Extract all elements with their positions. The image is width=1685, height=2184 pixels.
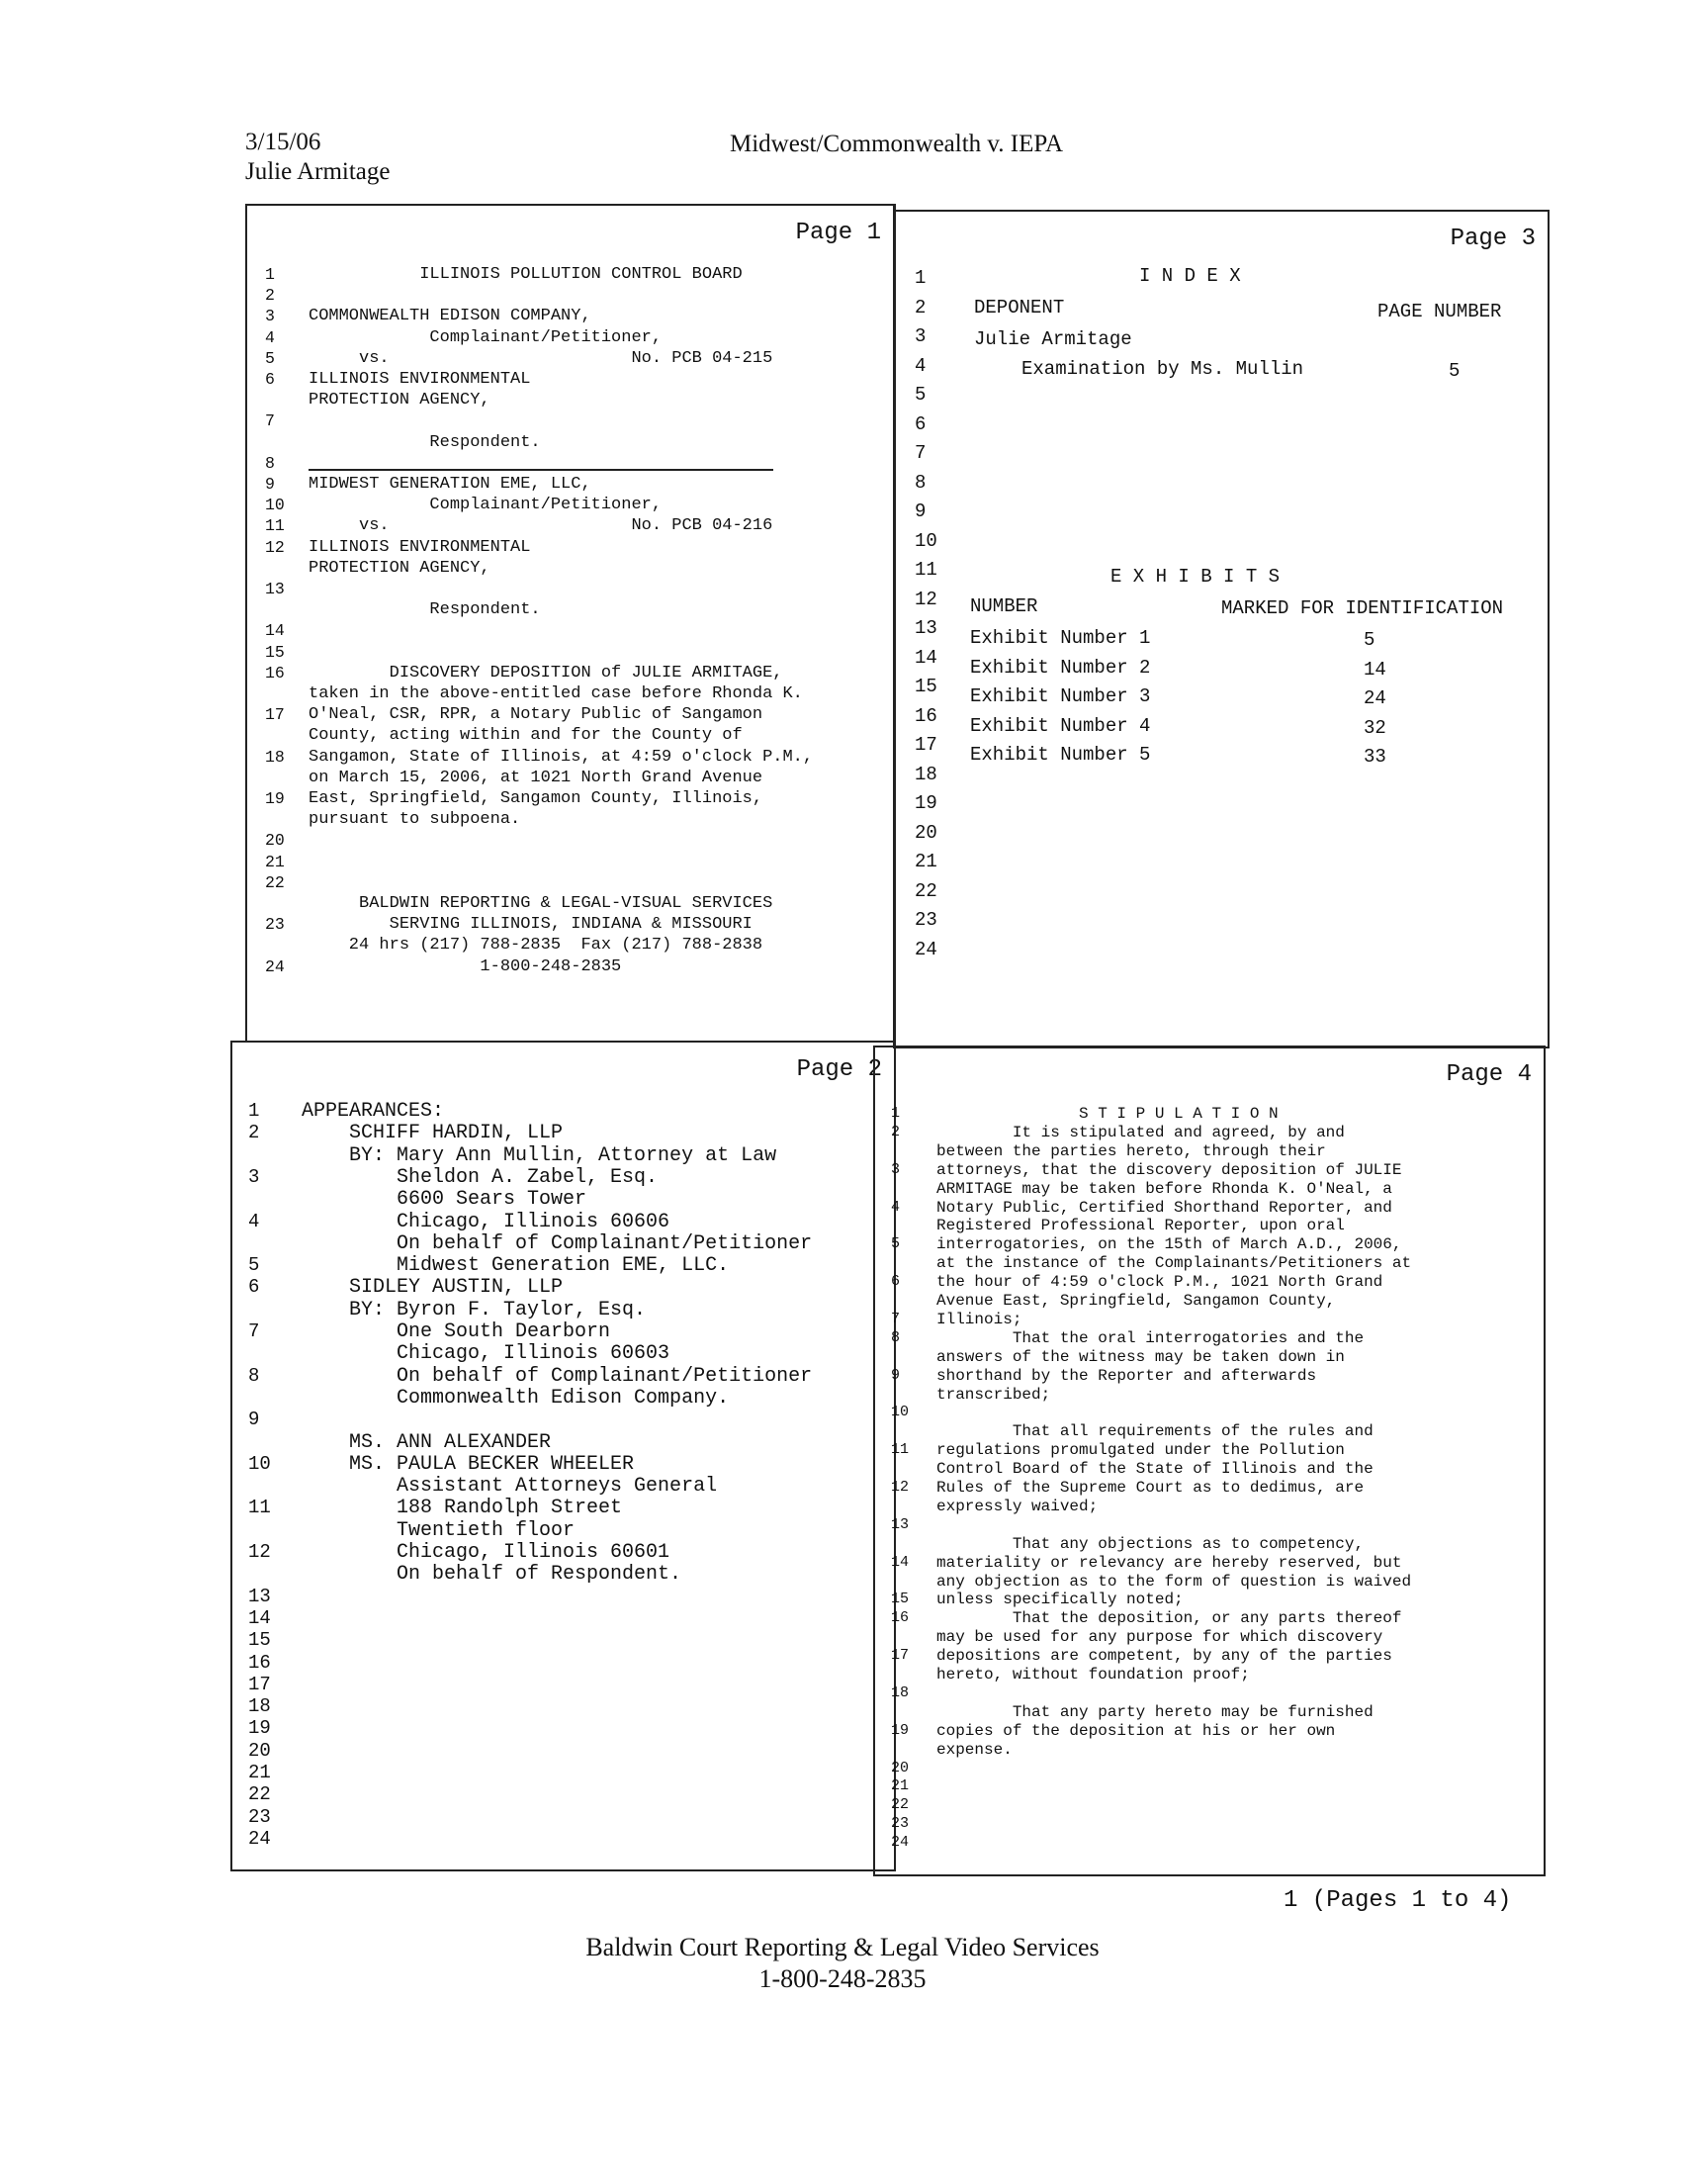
line-number: 4	[265, 327, 275, 347]
exhibit-label: Exhibit Number 1	[970, 627, 1151, 649]
transcript-line: Sheldon A. Zabel, Esq.	[302, 1165, 659, 1189]
transcript-line: East, Springfield, Sangamon County, Illinois,	[309, 789, 763, 808]
exhibit-page: 32	[1364, 716, 1386, 739]
transcript-line: hereto, without foundation proof;	[936, 1666, 1250, 1684]
line-number: 17	[265, 705, 285, 725]
line-number: 19	[248, 1717, 271, 1740]
line-number: 2	[891, 1123, 901, 1140]
transcript-line: APPEARANCES:	[302, 1100, 445, 1123]
exhibit-page: 14	[1364, 658, 1386, 681]
transcript-line: That the deposition, or any parts thereof	[936, 1609, 1402, 1628]
line-number: 21	[265, 852, 285, 871]
line-number: 12	[248, 1541, 271, 1563]
transcript-line: It is stipulated and agreed, by and	[936, 1123, 1345, 1141]
transcript-line: Twentieth floor	[302, 1518, 576, 1542]
line-number: 22	[248, 1783, 271, 1806]
page-label: Page 1	[795, 220, 881, 246]
deponent-name: Julie Armitage	[974, 328, 1132, 350]
transcript-page-4	[873, 1046, 1546, 1876]
transcript-line: on March 15, 2006, at 1021 North Grand Avenue	[309, 768, 763, 787]
line-number: 4	[248, 1210, 260, 1232]
transcript-line: O'Neal, CSR, RPR, a Notary Public of Sangamon	[309, 705, 763, 725]
transcript-line: pursuant to subpoena.	[309, 810, 521, 830]
transcript-line: SIDLEY AUSTIN, LLP	[302, 1276, 564, 1300]
transcript-line: 1-800-248-2835	[309, 956, 622, 976]
deponent-heading: DEPONENT	[974, 297, 1065, 318]
transcript-line: SERVING ILLINOIS, INDIANA & MISSOURI	[309, 915, 753, 935]
line-number: 14	[248, 1606, 271, 1629]
transcript-line: Respondent.	[309, 432, 541, 452]
line-number: 14	[891, 1553, 910, 1571]
line-number: 8	[248, 1364, 260, 1387]
line-number: 14	[265, 621, 285, 641]
exhibit-label: Exhibit Number 2	[970, 656, 1151, 679]
footer-phone: 1-800-248-2835	[758, 1964, 927, 1993]
exhibit-page: 33	[1364, 746, 1386, 768]
transcript-line: Illinois;	[936, 1310, 1022, 1328]
line-number: 18	[915, 763, 937, 785]
line-number: 10	[891, 1404, 910, 1421]
line-number: 1	[891, 1105, 901, 1122]
transcript-page-1	[245, 204, 896, 1043]
line-number: 20	[915, 821, 937, 844]
line-number: 5	[891, 1235, 901, 1253]
transcript-line: any objection as to the form of question is waived	[936, 1572, 1412, 1591]
line-number: 19	[891, 1721, 910, 1739]
line-number: 13	[265, 580, 285, 598]
exhibit-page: 5	[1364, 629, 1375, 651]
line-number: 9	[265, 475, 275, 494]
line-number: 23	[915, 909, 937, 931]
line-number: 10	[248, 1452, 271, 1475]
transcript-line: copies of the deposition at his or her own	[936, 1721, 1336, 1740]
line-number: 6	[891, 1273, 901, 1291]
transcript-line: On behalf of Complainant/Petitioner	[302, 1231, 813, 1255]
line-number: 7	[265, 411, 275, 431]
footer-page-range: 1 (Pages 1 to 4)	[1284, 1887, 1512, 1914]
transcript-line: Avenue East, Springfield, Sangamon County,	[936, 1292, 1336, 1310]
line-number: 1	[915, 267, 927, 289]
line-number: 9	[248, 1409, 260, 1431]
transcript-line: shorthand by the Reporter and afterwards	[936, 1366, 1317, 1385]
line-number: 16	[915, 704, 937, 727]
line-number: 12	[265, 537, 285, 557]
transcript-line: Registered Professional Reporter, upon oral	[936, 1217, 1345, 1235]
transcript-line: Respondent.	[309, 600, 541, 620]
transcript-line: expressly waived;	[936, 1497, 1099, 1515]
transcript-line: vs. No. PCB 04-216	[309, 516, 773, 536]
transcript-line: expense.	[936, 1740, 1013, 1759]
transcript-line: Chicago, Illinois 60603	[302, 1342, 670, 1366]
line-number: 19	[915, 792, 937, 814]
transcript-line: at the instance of the Complainants/Petitioners at	[936, 1254, 1412, 1273]
line-number: 3	[891, 1160, 901, 1178]
transcript-line: ILLINOIS POLLUTION CONTROL BOARD	[309, 265, 743, 284]
transcript-line: DISCOVERY DEPOSITION of JULIE ARMITAGE,	[309, 663, 783, 682]
transcript-line: attorneys, that the discovery deposition of JULIE	[936, 1160, 1402, 1179]
transcript-line: the hour of 4:59 o'clock P.M., 1021 North Grand	[936, 1273, 1383, 1292]
line-number: 1	[248, 1100, 260, 1122]
transcript-line: Assistant Attorneys General	[302, 1475, 718, 1499]
line-number: 24	[248, 1827, 271, 1850]
line-number: 9	[891, 1366, 901, 1384]
line-number: 20	[248, 1739, 271, 1762]
footer-company: Baldwin Court Reporting & Legal Video Services	[585, 1933, 1100, 1961]
line-number: 12	[891, 1479, 910, 1496]
transcript-line: On behalf of Complainant/Petitioner	[302, 1364, 813, 1388]
line-number: 18	[265, 747, 285, 767]
page-number-heading: PAGE NUMBER	[1377, 301, 1502, 322]
transcript-line: 188 Randolph Street	[302, 1497, 623, 1520]
line-number: 11	[891, 1441, 910, 1459]
line-number: 16	[265, 663, 285, 682]
transcript-line: BY: Mary Ann Mullin, Attorney at Law	[302, 1143, 777, 1167]
transcript-line: depositions are competent, by any of the parties	[936, 1647, 1392, 1666]
transcript-line: taken in the above-entitled case before Rhonda K.	[309, 684, 803, 703]
transcript-line: Chicago, Illinois 60606	[302, 1210, 670, 1233]
transcript-line: SCHIFF HARDIN, LLP	[302, 1122, 564, 1145]
transcript-line: 24 hrs (217) 788-2835 Fax (217) 788-2838	[309, 936, 763, 956]
transcript-line: That any party hereto may be furnished	[936, 1702, 1374, 1721]
line-number: 2	[248, 1122, 260, 1144]
line-number: 14	[915, 646, 937, 669]
transcript-line: Rules of the Supreme Court as to dedimus, are	[936, 1479, 1365, 1497]
page-label: Page 4	[1446, 1061, 1532, 1088]
line-number: 11	[265, 516, 285, 536]
examination-entry: Examination by Ms. Mullin	[1021, 358, 1304, 380]
line-number: 15	[915, 676, 937, 697]
line-number: 24	[915, 938, 937, 960]
line-number: 8	[891, 1328, 901, 1346]
line-number: 10	[265, 496, 285, 515]
header-case-title: Midwest/Commonwealth v. IEPA	[730, 131, 1064, 157]
page-label: Page 2	[796, 1056, 882, 1083]
transcript-line: On behalf of Respondent.	[302, 1563, 682, 1587]
transcript-line: Midwest Generation EME, LLC.	[302, 1254, 730, 1278]
transcript-line: County, acting within and for the County of	[309, 726, 743, 746]
transcript-line: ILLINOIS ENVIRONMENTAL	[309, 370, 531, 389]
transcript-line: That the oral interrogatories and the	[936, 1328, 1365, 1347]
line-number: 7	[891, 1310, 901, 1327]
line-number: 24	[265, 956, 285, 976]
line-number: 10	[915, 529, 937, 552]
exhibit-label: Exhibit Number 3	[970, 685, 1151, 707]
transcript-line: BALDWIN REPORTING & LEGAL-VISUAL SERVICES	[309, 894, 773, 913]
transcript-line: materiality or relevancy are hereby reserved, but	[936, 1553, 1402, 1572]
transcript-line: ILLINOIS ENVIRONMENTAL	[309, 537, 531, 557]
header-deponent: Julie Armitage	[245, 158, 391, 185]
line-number: 15	[891, 1591, 910, 1608]
line-number: 12	[915, 588, 937, 610]
line-number: 6	[248, 1276, 260, 1299]
transcript-line: transcribed;	[936, 1385, 1051, 1404]
line-number: 3	[915, 325, 927, 347]
line-number: 21	[891, 1777, 910, 1795]
transcript-line: One South Dearborn	[302, 1320, 611, 1343]
line-number: 6	[265, 370, 275, 389]
line-number: 6	[915, 412, 927, 435]
transcript-line: BY: Byron F. Taylor, Esq.	[302, 1298, 647, 1321]
line-number: 17	[248, 1673, 271, 1695]
transcript-line: Complainant/Petitioner,	[309, 496, 663, 515]
transcript-line: Commonwealth Edison Company.	[302, 1386, 730, 1410]
line-number: 22	[891, 1796, 910, 1814]
line-number: 16	[248, 1651, 271, 1674]
transcript-line: That all requirements of the rules and	[936, 1422, 1374, 1441]
transcript-line: PROTECTION AGENCY,	[309, 391, 490, 410]
transcript-line: Chicago, Illinois 60601	[302, 1541, 670, 1564]
line-number: 17	[891, 1647, 910, 1665]
line-number: 15	[265, 642, 285, 662]
transcript-line: regulations promulgated under the Pollution	[936, 1441, 1345, 1460]
line-number: 17	[915, 734, 937, 756]
line-number: 7	[248, 1320, 260, 1342]
exhibit-label: Exhibit Number 5	[970, 744, 1151, 766]
line-number: 5	[265, 348, 275, 368]
line-number: 23	[891, 1815, 910, 1833]
transcript-line: Complainant/Petitioner,	[309, 327, 663, 347]
exhibit-label: Exhibit Number 4	[970, 714, 1151, 737]
exhibit-number-heading: NUMBER	[970, 595, 1038, 617]
line-number: 19	[265, 789, 285, 808]
line-number: 4	[891, 1198, 901, 1216]
transcript-line: PROTECTION AGENCY,	[309, 558, 490, 578]
transcript-line: answers of the witness may be taken down in	[936, 1347, 1345, 1366]
line-number: 5	[248, 1254, 260, 1277]
separator-rule	[309, 469, 773, 471]
line-number: 11	[915, 559, 937, 581]
line-number: 3	[265, 307, 275, 326]
header-date: 3/15/06	[245, 129, 321, 155]
line-number: 24	[891, 1834, 910, 1852]
line-number: 23	[265, 915, 285, 935]
transcript-line: Control Board of the State of Illinois and the	[936, 1460, 1374, 1479]
transcript-line: Notary Public, Certified Shorthand Reporter, and	[936, 1198, 1392, 1217]
line-number: 22	[265, 872, 285, 892]
line-number: 13	[915, 617, 937, 639]
transcript-line: MIDWEST GENERATION EME, LLC,	[309, 475, 591, 494]
line-number: 21	[915, 851, 937, 872]
exhibits-title: E X H I B I T S	[1110, 566, 1281, 588]
line-number: 4	[915, 354, 927, 377]
line-number: 13	[248, 1585, 271, 1607]
line-number: 22	[915, 879, 937, 902]
line-number: 2	[265, 286, 275, 306]
page-label: Page 3	[1450, 226, 1536, 252]
line-number: 2	[915, 296, 927, 318]
transcript-line: ARMITAGE may be taken before Rhonda K. O'Neal, a	[936, 1179, 1392, 1198]
transcript-line: MS. PAULA BECKER WHEELER	[302, 1452, 635, 1476]
transcript-line: That any objections as to competency,	[936, 1534, 1365, 1553]
transcript-line: interrogatories, on the 15th of March A.D., 2006,	[936, 1235, 1402, 1254]
transcript-line: unless specifically noted;	[936, 1591, 1184, 1609]
line-number: 1	[265, 265, 275, 284]
transcript-line: vs. No. PCB 04-215	[309, 348, 773, 368]
transcript-line: Sangamon, State of Illinois, at 4:59 o'clock P.M.,	[309, 747, 814, 767]
line-number: 23	[248, 1805, 271, 1828]
line-number: 8	[915, 471, 927, 494]
transcript-page-3	[893, 210, 1550, 1048]
line-number: 20	[891, 1759, 910, 1776]
transcript-line: 6600 Sears Tower	[302, 1188, 587, 1212]
transcript-line: between the parties hereto, through their	[936, 1141, 1326, 1160]
marked-heading: MARKED FOR IDENTIFICATION	[1221, 597, 1504, 619]
line-number: 13	[891, 1515, 910, 1533]
line-number: 20	[265, 831, 285, 851]
line-number: 8	[265, 453, 275, 473]
line-number: 21	[248, 1762, 271, 1783]
transcript-line: MS. ANN ALEXANDER	[302, 1430, 552, 1454]
exhibit-page: 24	[1364, 687, 1386, 709]
line-number: 11	[248, 1497, 271, 1519]
line-number: 18	[891, 1684, 910, 1701]
index-title: I N D E X	[1139, 265, 1241, 287]
transcript-page-2	[230, 1041, 896, 1871]
line-number: 9	[915, 500, 927, 522]
line-number: 7	[915, 442, 927, 464]
line-number: 16	[891, 1609, 910, 1627]
transcript-line: S T I P U L A T I O N	[936, 1105, 1279, 1123]
transcript-line: may be used for any purpose for which discovery	[936, 1628, 1383, 1647]
line-number: 3	[248, 1165, 260, 1188]
transcript-line: COMMONWEALTH EDISON COMPANY,	[309, 307, 591, 326]
line-number: 5	[915, 384, 927, 406]
line-number: 18	[248, 1695, 271, 1718]
examination-page: 5	[1449, 360, 1461, 382]
line-number: 15	[248, 1629, 271, 1652]
